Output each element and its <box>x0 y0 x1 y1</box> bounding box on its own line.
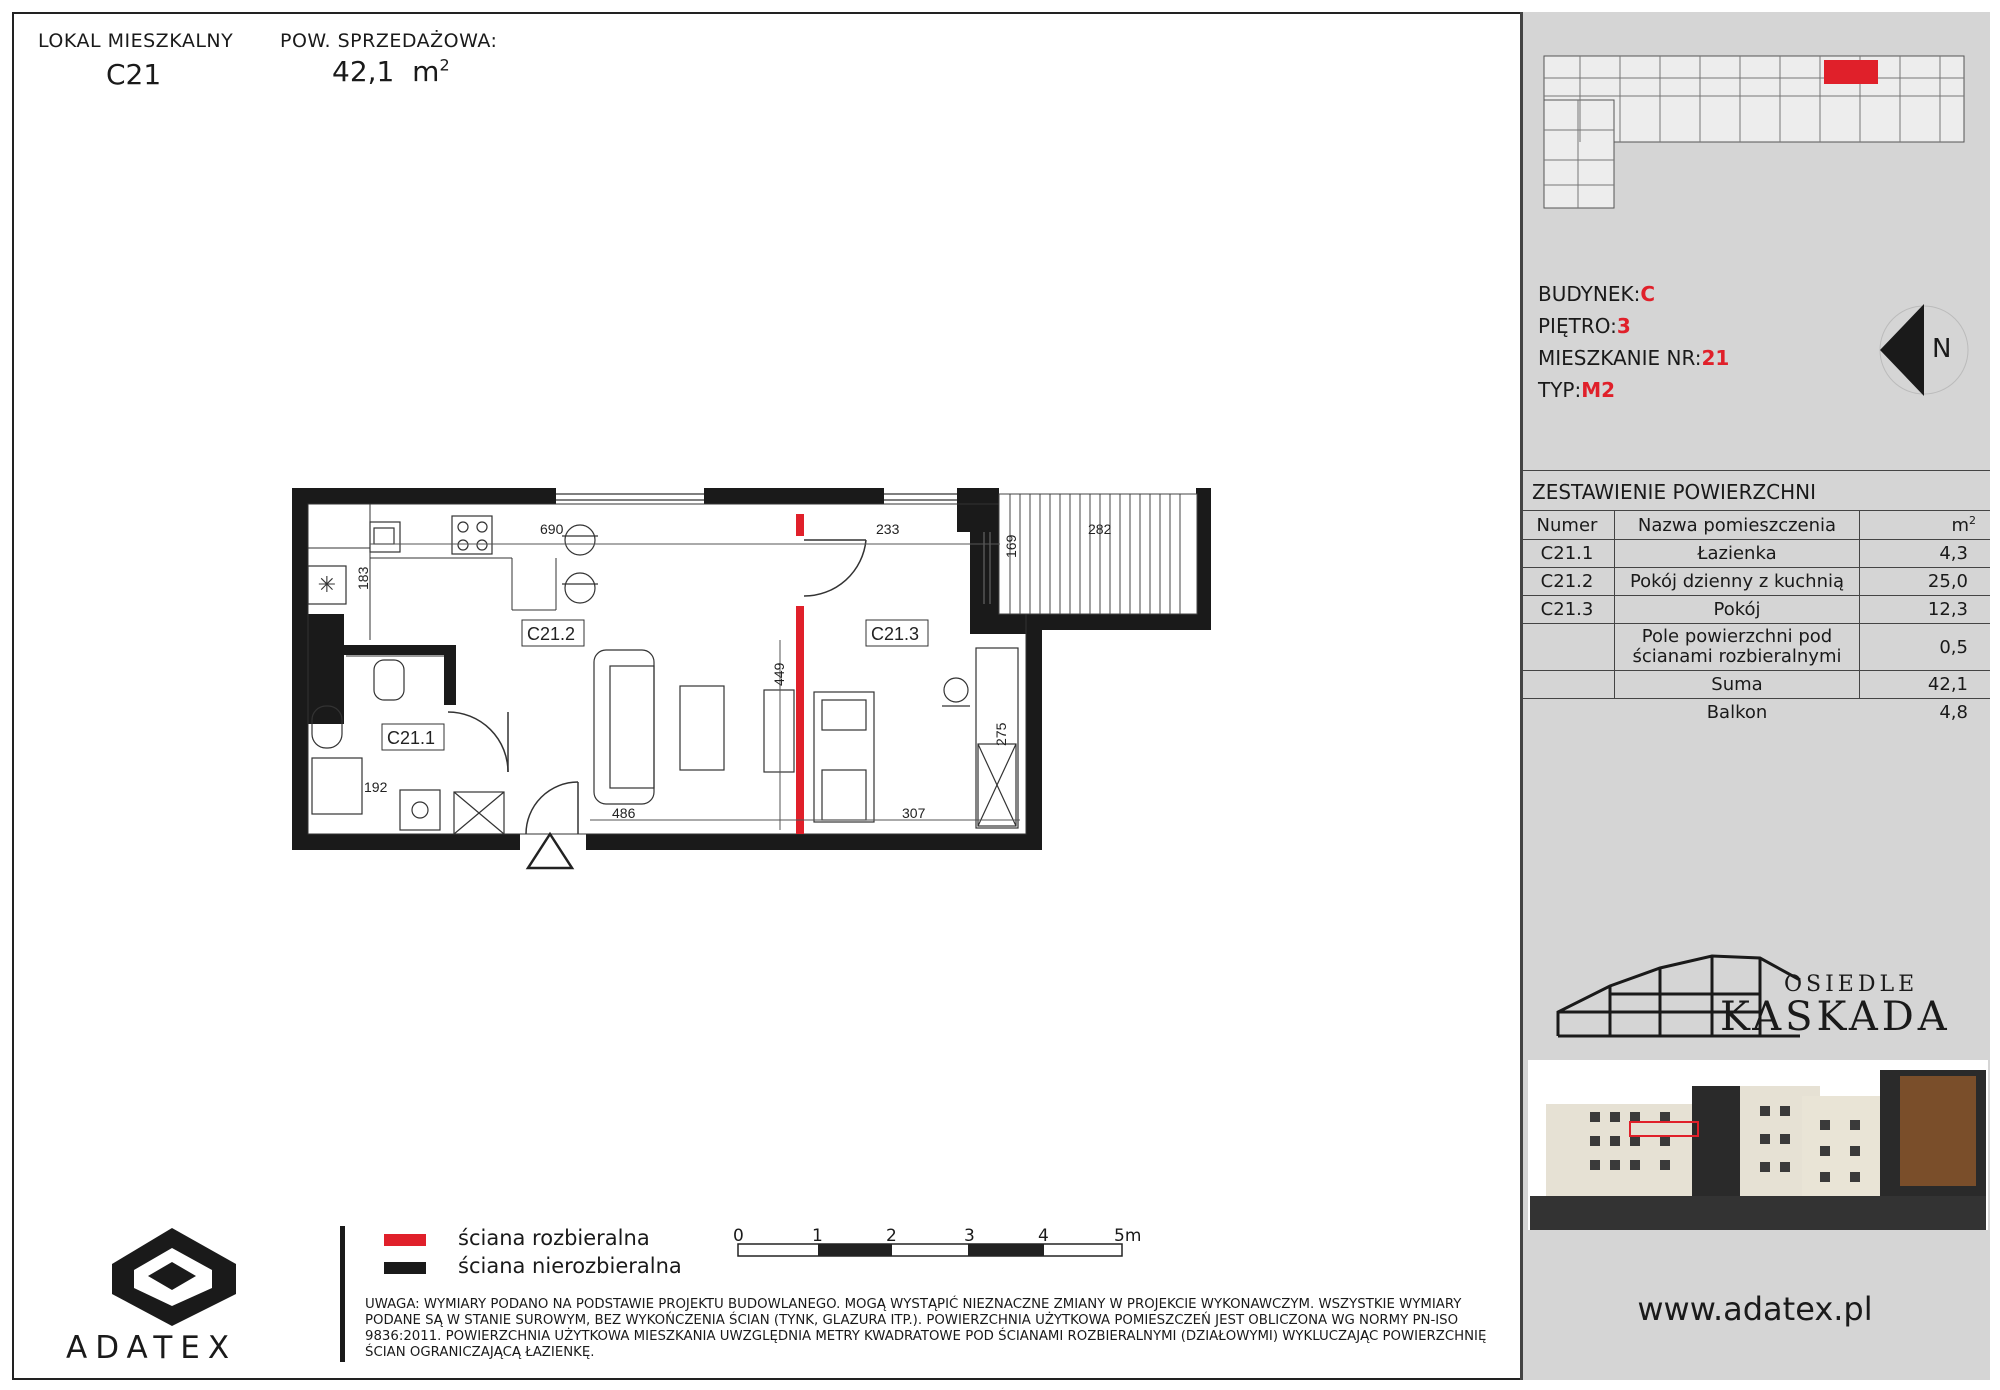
removable-wall <box>796 514 804 834</box>
apartment-info <box>1538 346 1729 370</box>
apartment-highlight <box>1824 60 1878 84</box>
table-top-border <box>1520 470 1990 471</box>
table-row <box>1520 596 1990 624</box>
dim-label: 282 <box>1088 521 1112 537</box>
table-row <box>1520 540 1990 568</box>
dim-label: 192 <box>364 779 388 795</box>
legend-divider <box>340 1226 345 1362</box>
svg-text:✳: ✳ <box>317 573 337 598</box>
building-label: BUDYNEK: <box>1538 282 1641 306</box>
balcony-label: Balkon <box>1615 699 1860 727</box>
balcony-row <box>1520 699 1990 727</box>
table-row <box>1520 568 1990 596</box>
site-key-plan <box>1544 56 1964 208</box>
legend-swatch-nonremovable <box>384 1262 426 1274</box>
row-value: 25,0 <box>1860 568 1991 596</box>
entrance-icon <box>528 834 572 868</box>
balcony-hatch <box>999 494 1197 614</box>
building-render <box>1528 1060 1988 1230</box>
table-header-name: Nazwa pomieszczenia <box>1615 511 1860 540</box>
dim-label: 183 <box>355 566 371 590</box>
dim-label: 169 <box>1003 534 1019 558</box>
type-value: M2 <box>1581 378 1616 402</box>
dim-label: 486 <box>612 805 636 821</box>
estate-top: OSIEDLE <box>1784 972 1919 997</box>
room-label-c21-1: C21.1 <box>387 728 436 748</box>
dim-label: 307 <box>902 805 926 821</box>
area-value: 42,1 <box>332 55 395 88</box>
apartment-label: MIESZKANIE NR: <box>1538 346 1702 370</box>
area-unit: m <box>412 55 440 88</box>
areas-table-title: ZESTAWIENIE POWIERZCHNI <box>1532 480 1817 504</box>
disclaimer-note: UWAGA: WYMIARY PODANO NA PODSTAWIE PROJEKTU BUDOWLANEGO. MOGĄ WYSTĄPIĆ NIEZNACZNE ZMIANY W PROJEKCIE WYKONAWCZYM. WSZYSTKIE WYMIARY PODANE SĄ W STANIE SUROWYM, BEZ WYKOŃCZENIA ŚCIAN (TYNK, GLAZURA ITP.). POWIERZCHNIA UŻYTKOWA POMIESZCZEŃ JEST OBLICZONA WG NORMY PN-ISO 9836:2011. POWIERZCHNIA UŻYTKOWA MIESZKANIA UWZGLĘDNIA METRY KWADRATOWE POD ŚCIANAMI ROZBIERALNYMI (DZIAŁOWYMI) WYKLUCZAJĄC POWIERZCHNIĘ ŚCIAN OGRANICZAJĄCĄ ŁAZIENKĘ. <box>365 1297 1487 1360</box>
north-label: N <box>1932 334 1952 364</box>
table-header-unit <box>1860 511 1991 540</box>
area-label: POW. SPRZEDAŻOWA: <box>280 30 498 52</box>
type-label: TYP: <box>1538 378 1582 402</box>
apartment-value: 21 <box>1701 346 1730 370</box>
unit-code: C21 <box>106 58 162 91</box>
balcony-spacer <box>1520 699 1615 727</box>
sum-spacer <box>1520 671 1615 699</box>
dim-label: 449 <box>771 662 787 686</box>
dim-label: 690 <box>540 521 564 537</box>
areas-table <box>1520 510 1990 726</box>
interior-lines <box>308 504 1026 834</box>
building-info <box>1538 282 1655 306</box>
table-row <box>1520 624 1990 671</box>
row-num: C21.2 <box>1520 568 1615 596</box>
balcony-value: 4,8 <box>1860 699 1991 727</box>
sum-label: Suma <box>1615 671 1860 699</box>
row-value: 4,3 <box>1860 540 1991 568</box>
row-value: 0,5 <box>1860 624 1991 671</box>
north-arrow-icon <box>1880 304 1968 396</box>
dim-label: 233 <box>876 521 900 537</box>
table-header-num: Numer <box>1520 511 1615 540</box>
scale-bar <box>738 1244 1122 1256</box>
scale-tick: 5m <box>1114 1226 1142 1246</box>
room-label-c21-2: C21.2 <box>527 624 576 644</box>
legend-swatch-removable <box>384 1234 426 1246</box>
dimension-lines <box>370 544 1020 830</box>
sum-row <box>1520 671 1990 699</box>
floor-value: 3 <box>1616 314 1631 338</box>
row-name: Łazienka <box>1615 540 1860 568</box>
row-num: C21.3 <box>1520 596 1615 624</box>
sum-value: 42,1 <box>1860 671 1991 699</box>
building-value: C <box>1640 282 1656 306</box>
company-name: ADATEX <box>66 1330 238 1366</box>
table-header-row <box>1520 511 1990 540</box>
row-num <box>1520 624 1615 671</box>
adatex-logo-icon <box>112 1228 236 1326</box>
legend-removable: ściana rozbieralna <box>458 1226 650 1250</box>
scale-tick: 3 <box>964 1226 975 1246</box>
furniture <box>308 516 1018 834</box>
dim-label: 275 <box>993 722 1009 746</box>
unit-m: m <box>1951 515 1969 536</box>
row-value: 12,3 <box>1860 596 1991 624</box>
scale-tick: 1 <box>812 1226 823 1246</box>
unit-sup: 2 <box>1969 514 1976 527</box>
floor-info <box>1538 314 1631 338</box>
scale-tick: 4 <box>1038 1226 1049 1246</box>
row-name: Pole powierzchni pod ścianami rozbieralnymi <box>1615 624 1860 671</box>
room-label-c21-3: C21.3 <box>871 624 920 644</box>
unit-label: LOKAL MIESZKALNY <box>38 30 234 52</box>
scale-tick: 0 <box>733 1226 744 1246</box>
scale-tick: 2 <box>886 1226 897 1246</box>
row-name: Pokój <box>1615 596 1860 624</box>
row-name: Pokój dzienny z kuchnią <box>1615 568 1860 596</box>
legend-nonremovable: ściana nierozbieralna <box>458 1254 682 1278</box>
type-info <box>1538 378 1615 402</box>
area-unit-sup: 2 <box>439 55 450 75</box>
windows <box>556 494 990 604</box>
estate-name: KASKADA <box>1720 994 1951 1040</box>
floor-label: PIĘTRO: <box>1538 314 1617 338</box>
row-num: C21.1 <box>1520 540 1615 568</box>
website-link[interactable]: www.adatex.pl <box>1637 1290 1873 1328</box>
